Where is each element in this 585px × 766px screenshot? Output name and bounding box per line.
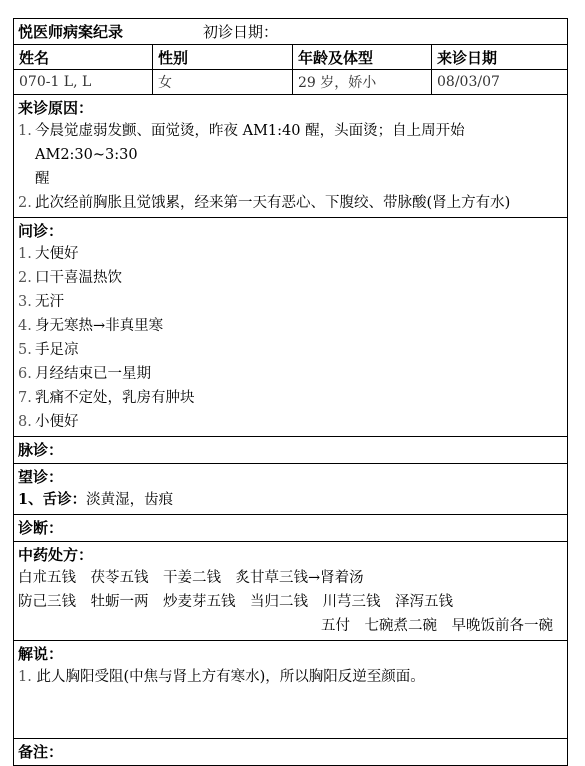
tongue-line [18, 488, 563, 512]
list-text: 今晨觉虚弱发颤、面觉烫，昨夜 AM1:40 醒，头面烫；自上周开始 AM2:30~3:30 [35, 123, 465, 163]
list-item [18, 242, 563, 266]
list-number: 2. [18, 270, 32, 286]
record-title: 悦医师病案纪录 [18, 23, 124, 41]
name-header: 姓名 [14, 45, 153, 69]
info-header-row [14, 45, 567, 70]
dosage-line: 五付 七碗煮二碗 早晚饭前各一碗 [321, 618, 553, 634]
list-item [18, 191, 563, 215]
list-text: 醒 [35, 171, 50, 187]
gender-value: 女 [153, 70, 293, 94]
list-text: 小便好 [35, 414, 79, 430]
list-text: 手足凉 [35, 342, 79, 358]
visit-date-value: 08/03/07 [437, 74, 500, 90]
reason-section [14, 95, 567, 218]
pulse-title: 脉诊： [18, 441, 64, 459]
list-item [18, 362, 563, 386]
title-row [14, 19, 567, 45]
explain-title: 解说： [18, 645, 64, 663]
reason-title: 来诊原因： [18, 99, 94, 117]
list-item [18, 338, 563, 362]
list-text: 月经结束已一星期 [35, 366, 151, 382]
look-section [14, 464, 567, 515]
explain-section [14, 641, 567, 739]
inquiry-title: 问诊： [18, 222, 64, 240]
list-item [18, 119, 563, 167]
herb-line-1: 白朮五钱 茯苓五钱 干姜二钱 炙甘草三钱→肾着汤 [18, 570, 364, 586]
prescription-section [14, 542, 567, 641]
list-item [18, 386, 563, 410]
age-build-header: 年龄及体型 [293, 45, 432, 69]
list-number: 1. [18, 669, 32, 685]
info-value-row [14, 70, 567, 95]
gender-header: 性别 [153, 45, 293, 69]
list-number: 4. [18, 318, 32, 334]
explain-text: 此人胸阳受阻(中焦与肾上方有寒水)，所以胸阳反逆至颜面。 [36, 669, 425, 685]
pulse-section [14, 437, 567, 464]
visit-date-header: 来诊日期 [437, 48, 498, 67]
tongue-label: 1、舌诊： [18, 491, 87, 508]
list-item [18, 410, 563, 434]
list-number: 5. [18, 342, 32, 358]
remarks-section [14, 739, 567, 765]
list-number: 1. [18, 123, 32, 139]
herb-line-2: 防己三钱 牡蛎一两 炒麦芽五钱 当归二钱 川芎三钱 泽泻五钱 [18, 594, 453, 610]
name-value: 070-1 L, L [14, 70, 153, 94]
case-record-sheet [13, 18, 568, 766]
look-title: 望诊： [18, 468, 64, 486]
list-item [18, 167, 563, 191]
list-number: 1. [18, 246, 32, 262]
list-text: 口干喜温热饮 [35, 270, 122, 286]
inquiry-section [14, 218, 567, 437]
prescription-title: 中药处方： [18, 546, 94, 564]
explain-item [18, 665, 563, 689]
list-number: 6. [18, 366, 32, 382]
first-visit-date-label: 初诊日期： [203, 23, 279, 41]
list-text: 无汗 [35, 294, 64, 310]
diagnosis-section [14, 515, 567, 542]
age-build-value: 29 岁，娇小 [293, 70, 432, 94]
list-number: 8. [18, 414, 32, 430]
list-number: 7. [18, 390, 32, 406]
tongue-text: 淡黄湿，齿痕 [86, 492, 174, 508]
list-text: 此次经前胸胀且觉饿累，经来第一天有恶心、下腹绞、带脉酸(肾上方有水) [35, 195, 511, 211]
list-text: 大便好 [35, 246, 79, 262]
list-item [18, 290, 563, 314]
remarks-title: 备注： [18, 743, 64, 761]
list-number: 3. [18, 294, 32, 310]
list-number [18, 167, 35, 191]
diagnosis-title: 诊断： [18, 519, 64, 537]
list-item [18, 314, 563, 338]
list-number: 2. [18, 195, 32, 211]
list-text: 乳痛不定处，乳房有肿块 [35, 390, 195, 406]
list-text: 身无寒热→非真里寒 [35, 318, 164, 334]
list-item [18, 266, 563, 290]
